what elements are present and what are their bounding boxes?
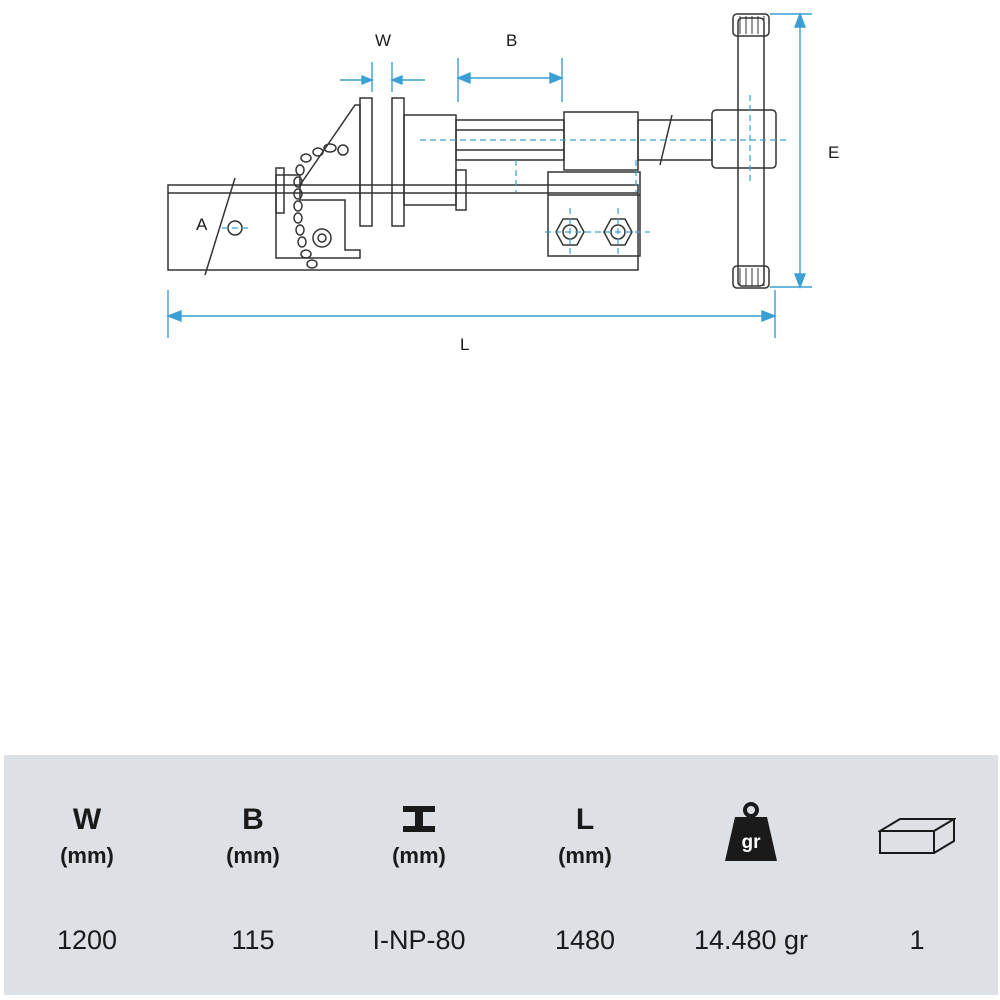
header-b: B <box>242 803 264 836</box>
movable-jaw-plate <box>392 98 404 226</box>
svg-text:gr: gr <box>741 832 761 853</box>
unit-profile: (mm) <box>392 843 446 868</box>
header-w: W <box>72 803 102 836</box>
dimension-label-a: A <box>196 215 208 234</box>
value-b: 115 <box>231 925 275 955</box>
spec-column-w <box>4 755 170 995</box>
dimension-label-w: W <box>375 31 392 50</box>
beam-profile-icon <box>399 803 439 835</box>
value-w: 1200 <box>56 925 118 955</box>
nut-block <box>564 112 638 170</box>
unit-b: (mm) <box>226 843 280 868</box>
spec-column-b <box>170 755 336 995</box>
locking-pin <box>313 229 331 247</box>
unit-l: (mm) <box>558 843 612 868</box>
dimension-label-l: L <box>460 335 470 354</box>
spec-column-profile <box>336 755 502 995</box>
value-weight: 14.480 gr <box>693 925 809 955</box>
spec-column-quantity <box>834 755 1000 995</box>
fixed-jaw-plate <box>360 98 372 226</box>
technical-drawing <box>0 0 1000 400</box>
unit-w: (mm) <box>60 843 114 868</box>
value-l: 1480 <box>554 925 616 955</box>
beam <box>168 185 638 270</box>
weight-icon <box>721 801 781 863</box>
handle-hub <box>712 110 776 168</box>
spec-column-l <box>502 755 668 995</box>
box-icon <box>878 817 956 857</box>
value-profile: I-NP-80 <box>372 925 466 955</box>
dimension-label-b: B <box>506 31 518 50</box>
spec-column-weight <box>668 755 834 995</box>
spec-table <box>4 755 998 995</box>
header-l: L <box>575 803 595 836</box>
t-handle <box>738 18 764 286</box>
value-quantity: 1 <box>909 925 925 955</box>
dimension-label-e: E <box>828 143 840 162</box>
